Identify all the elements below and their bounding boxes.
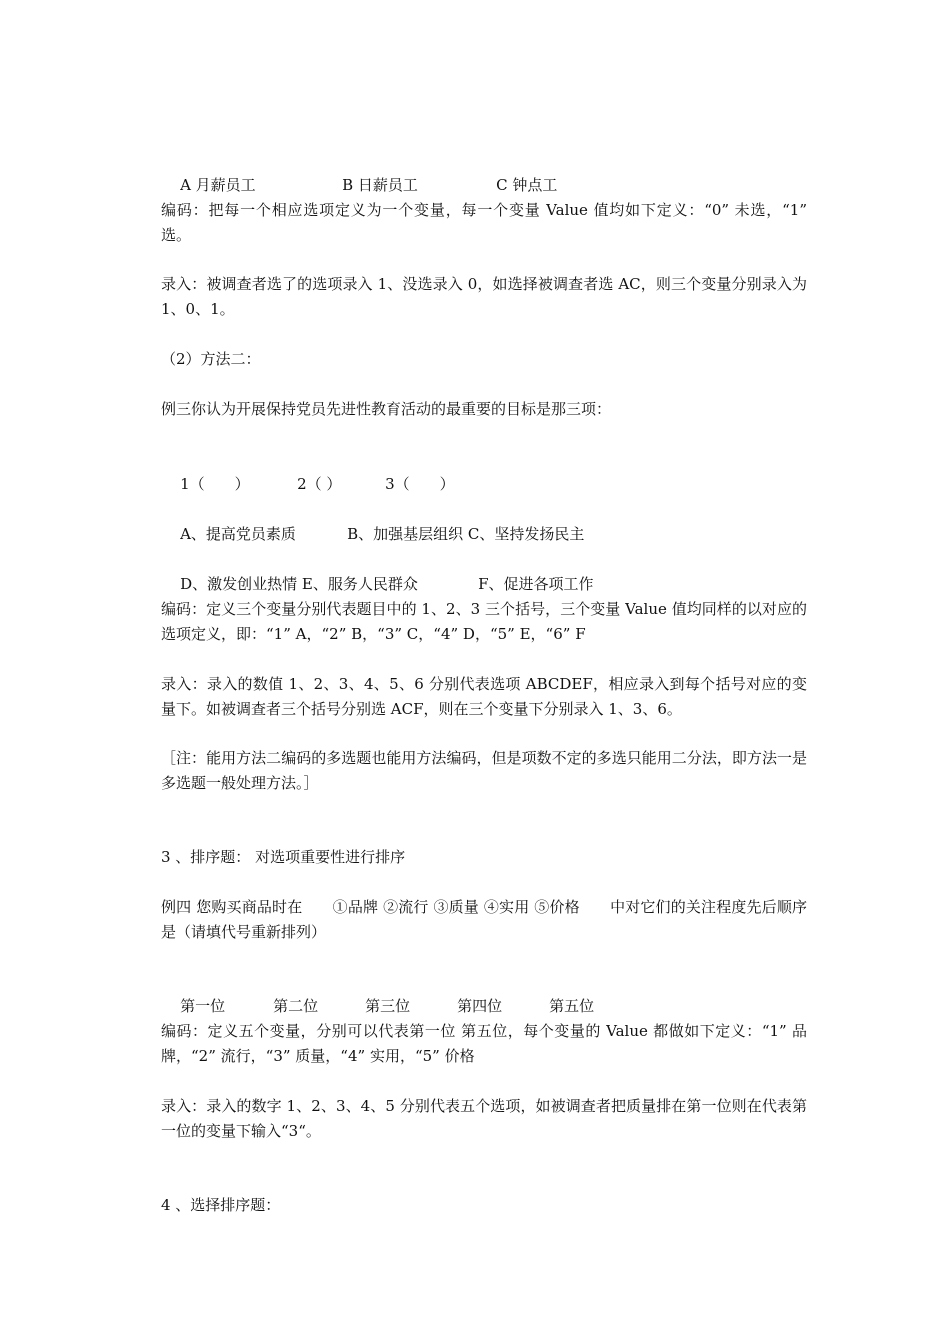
option-c: C 钟点工: [496, 176, 558, 194]
example4-question: 例四 您购买商品时在 ①品牌 ②流行 ③质量 ④实用 ⑤价格 中对它们的关注程度先后顺序是（请填代号重新排列）: [161, 898, 807, 941]
encoding-paragraph-3: 编码：定义五个变量，分别可以代表第一位 第五位，每个变量的 Value 都做如下定义：“1” 品牌，“2” 流行，“3” 质量，“4” 实用，“5” 价格: [161, 1022, 807, 1065]
option-group-bc: B、加强基层组织 C、坚持发扬民主: [347, 525, 585, 543]
input-paragraph-2: 录入：录入的数值 1、2、3、4、5、6 分别代表选项 ABCDEF，相应录入到每个括号对应的变量下。如被调查者三个括号分别选 ACF，则在三个变量下分别录入 1、3、6。: [161, 675, 807, 718]
encoding-paragraph-1: 编码：把每一个相应选项定义为一个变量，每一个变量 Value 值均如下定义：“0” 未选，“1” 选。: [161, 201, 807, 244]
blank-2: 2（ ）: [297, 475, 342, 493]
blank-3: 3（ ）: [385, 475, 455, 493]
example3-question: 例三你认为开展保持党员先进性教育活动的最重要的目标是那三项：: [161, 400, 612, 418]
method-two-heading: （2）方法二：: [161, 350, 261, 368]
blank-1: 1（ ）: [180, 475, 250, 493]
option-a: A 月薪员工: [180, 176, 256, 194]
section-3-heading: 3 、排序题： 对选项重要性进行排序: [161, 848, 406, 866]
position-1: 第一位: [180, 997, 226, 1015]
encoding-paragraph-2: 编码：定义三个变量分别代表题目中的 1、2、3 三个括号，三个变量 Value 值均同样的以对应的选项定义，即：“1” A，“2” B，“3” C，“4” D，“5” E，“6” F: [161, 600, 807, 643]
option-group-f: F、促进各项工作: [478, 575, 594, 593]
position-2: 第二位: [273, 997, 319, 1015]
input-paragraph-1: 录入：被调查者选了的选项录入 1、没选录入 0，如选择被调查者选 AC，则三个变量分别录入为 1、0、1。: [161, 275, 807, 318]
note-paragraph: ［注：能用方法二编码的多选题也能用方法编码，但是项数不定的多选只能用二分法，即方法一是多选题一般处理方法。］: [161, 749, 807, 792]
position-4: 第四位: [457, 997, 503, 1015]
section-4-heading: 4 、选择排序题：: [161, 1196, 281, 1214]
input-paragraph-3: 录入：录入的数字 1、2、3、4、5 分别代表五个选项，如被调查者把质量排在第一位则在代表第一位的变量下输入“3“。: [161, 1097, 807, 1140]
position-5: 第五位: [549, 997, 595, 1015]
option-group-de: D、激发创业热情 E、服务人民群众: [180, 575, 418, 593]
position-3: 第三位: [365, 997, 411, 1015]
option-group-a: A、提高党员素质: [180, 525, 296, 543]
option-b: B 日薪员工: [342, 176, 418, 194]
